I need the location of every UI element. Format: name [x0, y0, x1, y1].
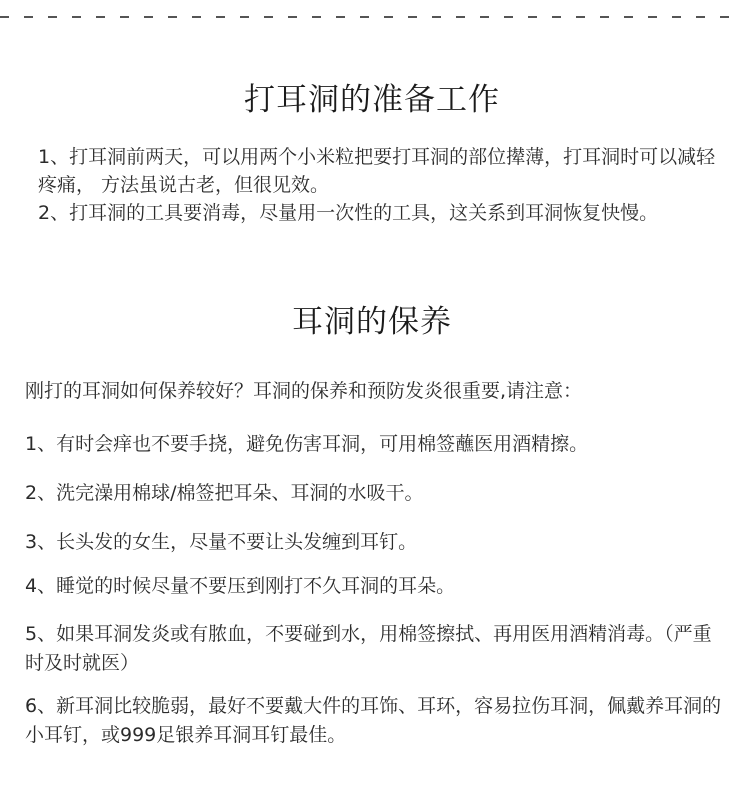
care-item-5: 5、如果耳洞发炎或有脓血，不要碰到水，用棉签擦拭、再用医用酒精消毒。（严重时及时就医） [25, 623, 712, 674]
care-intro: 刚打的耳洞如何保养较好？耳洞的保养和预防发炎很重要,请注意： [25, 380, 583, 402]
section-title-preparation: 打耳洞的准备工作 [244, 82, 500, 118]
care-item-3: 3、长头发的女生，尽量不要让头发缠到耳钉。 [25, 531, 418, 553]
care-item-1: 1、有时会痒也不要手挠，避免伤害耳洞，可用棉签蘸医用酒精擦。 [25, 433, 589, 455]
dashed-divider [0, 16, 744, 18]
care-item-4: 4、睡觉的时候尽量不要压到刚打不久耳洞的耳朵。 [25, 575, 456, 597]
section-title-care: 耳洞的保养 [292, 304, 452, 340]
care-item-2: 2、洗完澡用棉球/棉签把耳朵、耳洞的水吸干。 [25, 482, 424, 504]
preparation-step-1: 1、打耳洞前两天，可以用两个小米粒把要打耳洞的部位撵薄，打耳洞时可以减轻疼痛， 方法虽说古老，但很见效。 [38, 146, 716, 196]
preparation-body [38, 143, 718, 227]
care-item-6: 6、新耳洞比较脆弱，最好不要戴大件的耳饰、耳环，容易拉伤耳洞，佩戴养耳洞的小耳钉，或999足银养耳洞耳钉最佳。 [25, 695, 722, 746]
preparation-step-2: 2、打耳洞的工具要消毒，尽量用一次性的工具，这关系到耳洞恢复快慢。 [38, 202, 659, 224]
